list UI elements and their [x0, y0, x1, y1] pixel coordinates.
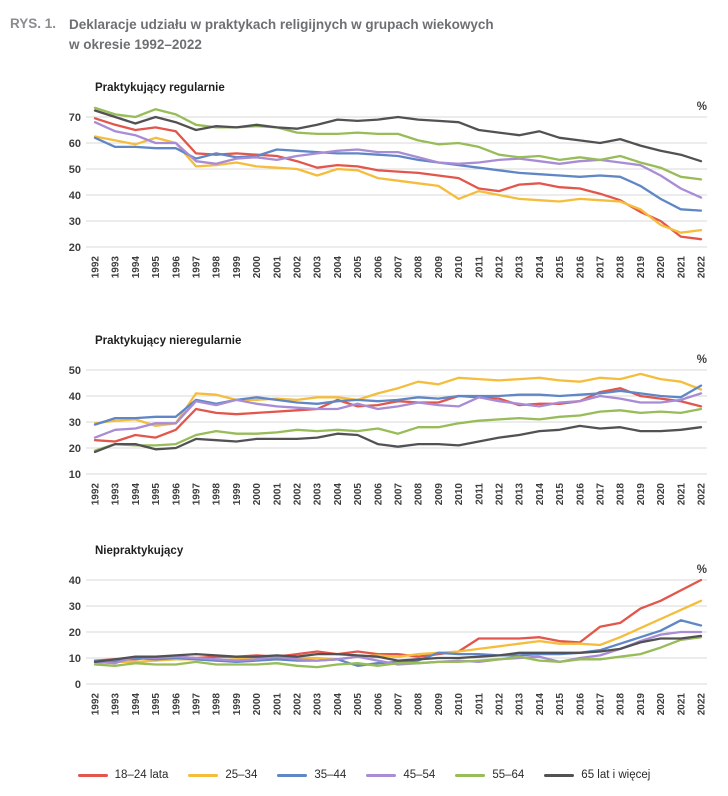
- y-axis-tick-40: 40: [68, 190, 81, 202]
- legend-label: 35–44: [314, 769, 347, 781]
- x-axis-tick-2016: 2016: [575, 693, 587, 716]
- chart-praktykujacy-nieregularnie: [0, 335, 728, 522]
- x-axis-tick-2001: 2001: [272, 256, 284, 279]
- figure-title-line1: Deklaracje udziału w praktykach religijnych w grupach wiekowych: [69, 17, 494, 32]
- x-axis-tick-2008: 2008: [413, 483, 425, 506]
- x-axis-tick-1997: 1997: [191, 693, 203, 716]
- x-axis-tick-2011: 2011: [474, 483, 486, 505]
- x-axis-tick-2016: 2016: [575, 483, 587, 506]
- x-axis-tick-2010: 2010: [454, 256, 466, 279]
- x-axis-tick-2013: 2013: [514, 256, 526, 279]
- x-axis-tick-2012: 2012: [494, 256, 506, 279]
- chart-niepraktykujacy-plot: [55, 561, 727, 732]
- percent-unit-label: %: [696, 354, 707, 366]
- y-axis-tick-30: 30: [68, 417, 81, 429]
- legend: [0, 769, 728, 781]
- x-axis-tick-1997: 1997: [191, 483, 203, 506]
- x-axis-tick-2000: 2000: [252, 256, 264, 279]
- x-axis-tick-2011: 2011: [474, 693, 486, 715]
- gridlines: [86, 370, 707, 474]
- x-axis-tick-2005: 2005: [353, 483, 365, 506]
- x-axis-tick-2017: 2017: [595, 256, 607, 279]
- x-axis-tick-1995: 1995: [151, 693, 163, 716]
- x-axis-tick-2012: 2012: [494, 693, 506, 716]
- y-axis-tick-50: 50: [68, 365, 81, 377]
- x-axis-tick-2007: 2007: [393, 693, 405, 716]
- chart-praktykujacy-regularnie: [0, 82, 728, 295]
- x-axis-tick-2014: 2014: [534, 693, 546, 716]
- x-axis-tick-2001: 2001: [272, 483, 284, 506]
- x-axis-tick-2012: 2012: [494, 483, 506, 506]
- y-axis-tick-30: 30: [68, 216, 81, 228]
- x-axis-tick-2013: 2013: [514, 483, 526, 506]
- series-line-35-44: [95, 138, 701, 211]
- y-axis-tick-10: 10: [68, 653, 81, 665]
- x-axis-tick-2004: 2004: [332, 256, 344, 279]
- x-axis-tick-2014: 2014: [534, 483, 546, 506]
- figure-number: RYS. 1.: [10, 16, 57, 31]
- x-axis-tick-1996: 1996: [171, 256, 183, 279]
- x-axis-tick-1994: 1994: [130, 693, 142, 716]
- x-axis-tick-1998: 1998: [211, 483, 223, 506]
- x-axis-tick-2006: 2006: [373, 256, 385, 279]
- x-axis-labels: [91, 483, 708, 506]
- x-axis-tick-2021: 2021: [676, 256, 688, 279]
- x-axis-tick-2005: 2005: [353, 693, 365, 716]
- x-axis-tick-2022: 2022: [696, 693, 708, 716]
- x-axis-tick-2003: 2003: [312, 483, 324, 506]
- figure-title: [69, 15, 494, 56]
- x-axis-tick-2020: 2020: [656, 693, 668, 716]
- x-axis-tick-1999: 1999: [231, 256, 243, 279]
- x-axis-tick-1992: 1992: [90, 256, 102, 279]
- x-axis-tick-1992: 1992: [90, 693, 102, 716]
- x-axis-tick-2015: 2015: [555, 256, 567, 279]
- legend-label: 45–54: [403, 769, 436, 781]
- x-axis-tick-2017: 2017: [595, 693, 607, 716]
- x-axis-tick-1997: 1997: [191, 256, 203, 279]
- x-axis-tick-1992: 1992: [90, 483, 102, 506]
- x-axis-tick-2016: 2016: [575, 256, 587, 279]
- x-axis-tick-1996: 1996: [171, 483, 183, 506]
- legend-line-swatch-green: [455, 774, 485, 777]
- x-axis-tick-2021: 2021: [676, 693, 688, 716]
- x-axis-labels: [91, 693, 708, 716]
- x-axis-tick-2018: 2018: [615, 483, 627, 506]
- y-axis-tick-70: 70: [68, 112, 81, 124]
- y-axis-tick-40: 40: [68, 575, 81, 587]
- x-axis-tick-1993: 1993: [110, 256, 122, 279]
- x-axis-tick-1993: 1993: [110, 693, 122, 716]
- x-axis-tick-2007: 2007: [393, 256, 405, 279]
- percent-unit-label: %: [696, 101, 707, 113]
- legend-line-swatch-dark: [544, 774, 574, 777]
- y-axis-tick-30: 30: [68, 601, 81, 613]
- x-axis-tick-2015: 2015: [555, 693, 567, 716]
- x-axis-tick-2009: 2009: [433, 693, 445, 716]
- x-axis-tick-2017: 2017: [595, 483, 607, 506]
- x-axis-tick-2004: 2004: [332, 483, 344, 506]
- figure-title-line2: w okresie 1992–2022: [69, 37, 202, 53]
- x-axis-tick-1994: 1994: [130, 256, 142, 279]
- x-axis-tick-2000: 2000: [252, 693, 264, 716]
- x-axis-labels: [91, 256, 708, 279]
- legend-item-55-64: [455, 769, 524, 781]
- x-axis-tick-2002: 2002: [292, 483, 304, 506]
- x-axis-tick-2001: 2001: [272, 693, 284, 716]
- x-axis-tick-2006: 2006: [373, 693, 385, 716]
- x-axis-tick-2020: 2020: [656, 483, 668, 506]
- x-axis-tick-2018: 2018: [615, 256, 627, 279]
- x-axis-tick-2008: 2008: [413, 256, 425, 279]
- legend-item-25-34: [188, 769, 257, 781]
- chart-niepraktykujacy: [0, 545, 728, 732]
- x-axis-tick-2003: 2003: [312, 693, 324, 716]
- chart-title: Praktykujący nieregularnie: [95, 335, 242, 347]
- legend-label: 18–24 lata: [114, 769, 169, 781]
- x-axis-tick-2003: 2003: [312, 256, 324, 279]
- legend-line-swatch-red: [78, 774, 108, 777]
- chart-title: Praktykujący regularnie: [95, 82, 225, 94]
- y-axis-tick-20: 20: [68, 627, 81, 639]
- y-axis-tick-40: 40: [68, 391, 81, 403]
- x-axis-tick-1995: 1995: [151, 256, 163, 279]
- y-axis-tick-10: 10: [68, 469, 81, 481]
- gridlines: [86, 580, 707, 684]
- chart-nieregularnie-plot: [55, 351, 727, 522]
- y-axis-tick-20: 20: [68, 443, 81, 455]
- x-axis-tick-2018: 2018: [615, 693, 627, 716]
- x-axis-tick-1995: 1995: [151, 483, 163, 506]
- x-axis-tick-2022: 2022: [696, 256, 708, 279]
- y-axis-tick-0: 0: [74, 679, 81, 691]
- x-axis-tick-2007: 2007: [393, 483, 405, 506]
- y-axis-tick-20: 20: [68, 242, 81, 254]
- x-axis-tick-2019: 2019: [635, 693, 647, 716]
- x-axis-tick-2000: 2000: [252, 483, 264, 506]
- series-line-18-24-lata: [95, 580, 701, 661]
- x-axis-tick-2002: 2002: [292, 256, 304, 279]
- chart-regularnie-plot: [55, 98, 727, 295]
- x-axis-tick-2009: 2009: [433, 483, 445, 506]
- figure-header: [10, 15, 494, 56]
- legend-label: 65 lat i więcej: [581, 769, 651, 781]
- x-axis-tick-1994: 1994: [130, 483, 142, 506]
- x-axis-tick-2014: 2014: [534, 256, 546, 279]
- chart-title: Niepraktykujący: [95, 545, 184, 557]
- x-axis-tick-2022: 2022: [696, 483, 708, 506]
- x-axis-tick-2010: 2010: [454, 483, 466, 506]
- legend-label: 55–64: [492, 769, 525, 781]
- x-axis-tick-2004: 2004: [332, 693, 344, 716]
- x-axis-tick-2006: 2006: [373, 483, 385, 506]
- x-axis-tick-2020: 2020: [656, 256, 668, 279]
- y-axis-tick-50: 50: [68, 164, 81, 176]
- x-axis-tick-2015: 2015: [555, 483, 567, 506]
- x-axis-tick-2019: 2019: [635, 256, 647, 279]
- x-axis-tick-1993: 1993: [110, 483, 122, 506]
- x-axis-tick-1999: 1999: [231, 693, 243, 716]
- legend-label: 25–34: [225, 769, 258, 781]
- x-axis-tick-1998: 1998: [211, 693, 223, 716]
- x-axis-tick-2013: 2013: [514, 693, 526, 716]
- x-axis-tick-1998: 1998: [211, 256, 223, 279]
- x-axis-tick-2009: 2009: [433, 256, 445, 279]
- legend-item-35-44: [277, 769, 346, 781]
- legend-item-18-24: [78, 769, 169, 781]
- legend-line-swatch-purple: [366, 774, 396, 777]
- percent-unit-label: %: [696, 564, 707, 576]
- x-axis-tick-2011: 2011: [474, 256, 486, 278]
- legend-item-65-plus: [544, 769, 650, 781]
- x-axis-tick-2005: 2005: [353, 256, 365, 279]
- x-axis-tick-2019: 2019: [635, 483, 647, 506]
- y-axis-tick-60: 60: [68, 138, 81, 150]
- x-axis-tick-2010: 2010: [454, 693, 466, 716]
- x-axis-tick-1996: 1996: [171, 693, 183, 716]
- x-axis-tick-2008: 2008: [413, 693, 425, 716]
- legend-line-swatch-yellow: [188, 774, 218, 777]
- legend-item-45-54: [366, 769, 435, 781]
- x-axis-tick-2002: 2002: [292, 693, 304, 716]
- x-axis-tick-2021: 2021: [676, 483, 688, 506]
- legend-line-swatch-blue: [277, 774, 307, 777]
- x-axis-tick-1999: 1999: [231, 483, 243, 506]
